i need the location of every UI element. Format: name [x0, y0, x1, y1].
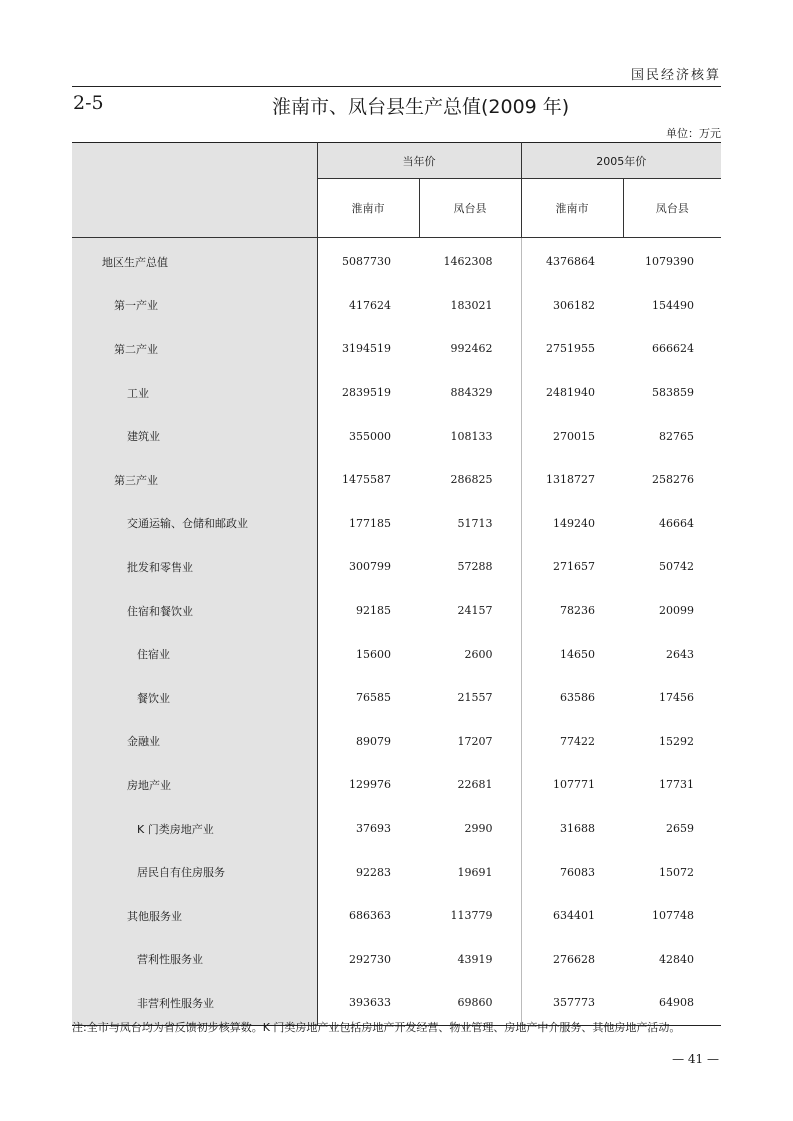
table-cell: 77422	[560, 734, 595, 748]
table-row	[72, 676, 721, 720]
table-cell: 42840	[659, 952, 694, 966]
table-cell: 24157	[419, 589, 521, 633]
table-cell: 78236	[560, 604, 595, 618]
page-number: — 41 —	[672, 1052, 719, 1066]
table-row	[72, 327, 721, 371]
table-cell: 177185	[349, 516, 391, 530]
header-corner	[72, 143, 317, 238]
table-cell: 43919	[419, 938, 521, 982]
row-label: 地区生产总值	[72, 238, 317, 284]
row-label: 交通运输、仓储和邮政业	[72, 502, 317, 546]
table-cell: 46664	[659, 516, 694, 530]
table-cell: 1462308	[419, 238, 521, 284]
table-cell: 31688	[560, 822, 595, 836]
table-cell: 154490	[652, 298, 694, 312]
table-cell: 300799	[349, 560, 391, 574]
table-row	[72, 763, 721, 807]
row-label: 工业	[72, 371, 317, 415]
table-cell: 666624	[652, 342, 694, 356]
table-cell: 50742	[659, 560, 694, 574]
table-cell: 686363	[349, 909, 391, 923]
table-cell: 20099	[659, 604, 694, 618]
table-cell: 5087730	[342, 255, 391, 269]
row-label: 金融业	[72, 720, 317, 764]
table-cell: 1318727	[546, 473, 595, 487]
row-label: 居民自有住房服务	[72, 850, 317, 894]
row-label: 住宿和餐饮业	[72, 589, 317, 633]
table-cell: 15292	[659, 734, 694, 748]
row-label: 批发和零售业	[72, 545, 317, 589]
table-cell: 1475587	[342, 473, 391, 487]
header-divider	[72, 86, 721, 87]
sub-header: 淮南市	[521, 179, 623, 238]
table-cell: 3194519	[342, 342, 391, 356]
table-row	[72, 284, 721, 328]
table-cell: 2600	[419, 632, 521, 676]
table-cell: 276628	[553, 952, 595, 966]
table-cell: 258276	[652, 473, 694, 487]
table-cell: 69860	[419, 981, 521, 1025]
footnote: 注:全市与凤台均为省反馈初步核算数。K 门类房地产业包括房地产开发经营、物业管理、房地产中介服务、其他房地产活动。	[72, 1021, 681, 1034]
row-label: 第二产业	[72, 327, 317, 371]
table-cell: 107771	[553, 778, 595, 792]
table-cell: 2659	[666, 822, 694, 836]
table-row	[72, 545, 721, 589]
table-row	[72, 720, 721, 764]
sub-header: 凤台县	[419, 179, 521, 238]
table-cell: 107748	[652, 909, 694, 923]
table-cell: 357773	[521, 981, 623, 1025]
group-header-current-price: 当年价	[317, 143, 521, 179]
table-cell: 306182	[553, 298, 595, 312]
table-cell: 2643	[666, 647, 694, 661]
table-cell: 270015	[553, 429, 595, 443]
table-cell: 4376864	[546, 255, 595, 269]
unit-label: 单位：万元	[666, 127, 721, 140]
row-label: 住宿业	[72, 632, 317, 676]
table-cell: 355000	[349, 429, 391, 443]
table-cell: 271657	[553, 560, 595, 574]
sub-header: 淮南市	[317, 179, 419, 238]
table-cell: 286825	[419, 458, 521, 502]
row-label: 建筑业	[72, 414, 317, 458]
table-body	[72, 238, 721, 1026]
table-cell: 108133	[419, 414, 521, 458]
table-cell: 63586	[560, 691, 595, 705]
table-cell: 992462	[419, 327, 521, 371]
table-cell: 15600	[356, 647, 391, 661]
table-cell: 417624	[349, 298, 391, 312]
table-cell: 37693	[356, 822, 391, 836]
row-label: 营利性服务业	[72, 938, 317, 982]
table-cell: 129976	[349, 778, 391, 792]
table-cell: 64908	[623, 981, 721, 1025]
table-cell: 2751955	[546, 342, 595, 356]
table-cell: 183021	[419, 284, 521, 328]
row-label: 餐饮业	[72, 676, 317, 720]
section-header: 国民经济核算	[630, 68, 721, 83]
table-number: 2-5	[73, 92, 104, 114]
table-cell: 22681	[419, 763, 521, 807]
table-cell: 82765	[659, 429, 694, 443]
table-cell: 51713	[419, 502, 521, 546]
table-row	[72, 632, 721, 676]
table-cell: 76083	[560, 865, 595, 879]
table-cell: 19691	[419, 850, 521, 894]
table-row	[72, 414, 721, 458]
table-cell: 583859	[652, 386, 694, 400]
gdp-table	[72, 142, 721, 1026]
table-cell: 292730	[349, 952, 391, 966]
table-title: 淮南市、凤台县生产总值(2009 年)	[272, 96, 570, 118]
table-row	[72, 371, 721, 415]
table-cell: 89079	[356, 734, 391, 748]
table-cell: 2481940	[546, 386, 595, 400]
table-cell: 17731	[659, 778, 694, 792]
table-cell: 393633	[317, 981, 419, 1025]
row-label: K 门类房地产业	[72, 807, 317, 851]
table-cell: 15072	[659, 865, 694, 879]
table-cell: 17456	[659, 691, 694, 705]
table-cell: 149240	[553, 516, 595, 530]
table-cell: 76585	[356, 691, 391, 705]
table-cell: 17207	[419, 720, 521, 764]
table-row	[72, 938, 721, 982]
row-label: 其他服务业	[72, 894, 317, 938]
table-cell: 14650	[560, 647, 595, 661]
table-cell: 57288	[419, 545, 521, 589]
table-row	[72, 502, 721, 546]
table-row	[72, 238, 721, 284]
table-cell: 2839519	[342, 386, 391, 400]
table-cell: 21557	[419, 676, 521, 720]
table-row	[72, 589, 721, 633]
table-cell: 884329	[419, 371, 521, 415]
table-cell: 92283	[356, 865, 391, 879]
table-cell: 634401	[553, 909, 595, 923]
table-row	[72, 807, 721, 851]
table-row	[72, 894, 721, 938]
row-label: 房地产业	[72, 763, 317, 807]
table-cell: 2990	[419, 807, 521, 851]
table-cell: 113779	[419, 894, 521, 938]
row-label: 第三产业	[72, 458, 317, 502]
row-label: 第一产业	[72, 284, 317, 328]
group-header-2005-price: 2005年价	[521, 143, 721, 179]
table-cell: 92185	[356, 604, 391, 618]
table-row	[72, 850, 721, 894]
sub-header: 凤台县	[623, 179, 721, 238]
row-label: 非营利性服务业	[72, 981, 317, 1025]
table-cell: 1079390	[645, 255, 694, 269]
table-row	[72, 458, 721, 502]
